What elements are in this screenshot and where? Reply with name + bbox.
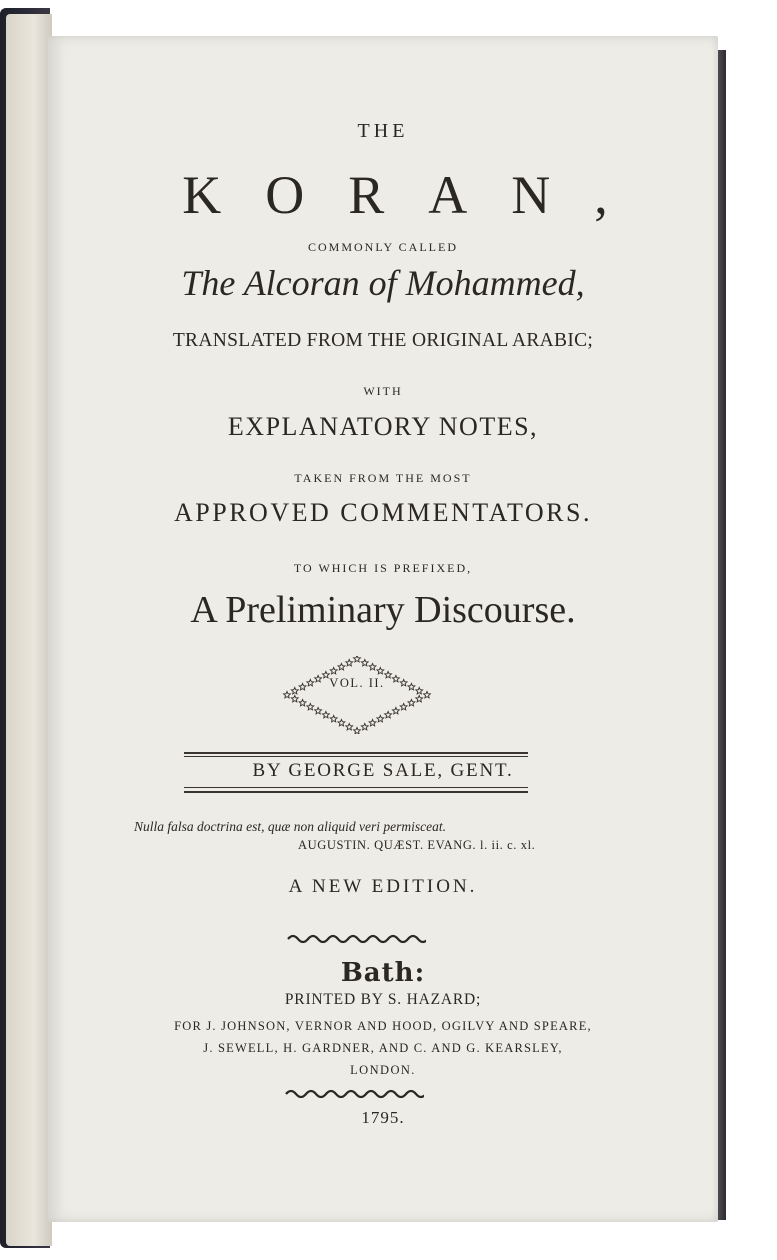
star-glyph bbox=[424, 691, 431, 698]
approved-commentators-heading: APPROVED COMMENTATORS. bbox=[174, 498, 592, 527]
title-the: THE bbox=[357, 120, 409, 142]
city-line: LONDON. bbox=[350, 1063, 416, 1077]
star-glyph bbox=[400, 703, 407, 710]
star-glyph bbox=[291, 695, 298, 702]
commonly-called-text: COMMONLY CALLED bbox=[307, 240, 459, 254]
booksellers-line-2: J. SEWELL, H. GARDNER, AND C. AND G. KEARSLEY, bbox=[203, 1041, 563, 1055]
bottom-rule bbox=[184, 791, 528, 793]
taken-from-text: TAKEN FROM THE MOST bbox=[294, 471, 472, 485]
star-glyph bbox=[338, 719, 345, 726]
title-page bbox=[48, 36, 718, 1222]
endpaper-edge bbox=[6, 14, 52, 1246]
star-diamond-ornament bbox=[282, 656, 432, 734]
star-glyph bbox=[416, 695, 423, 702]
wave-ornament-top bbox=[286, 933, 426, 945]
booksellers-line-1: FOR J. JOHNSON, VERNOR AND HOOD, OGILVY AND SPEARE, bbox=[174, 1019, 592, 1033]
preliminary-discourse-heading: A Preliminary Discourse. bbox=[190, 589, 576, 631]
star-glyph bbox=[354, 727, 361, 734]
star-glyph bbox=[346, 659, 353, 666]
star-glyph bbox=[346, 723, 353, 730]
prefixed-text: TO WHICH IS PREFIXED, bbox=[293, 561, 473, 575]
edition-line: A NEW EDITION. bbox=[288, 876, 478, 897]
star-glyph bbox=[361, 659, 368, 666]
translated-line: TRANSLATED FROM THE ORIGINAL ARABIC; bbox=[172, 330, 594, 351]
title-koran: KORAN, bbox=[182, 165, 652, 225]
star-glyph bbox=[315, 707, 322, 714]
star-glyph bbox=[385, 711, 392, 718]
with-text: WITH bbox=[363, 384, 403, 398]
latin-motto: Nulla falsa doctrina est, quæ non aliquid veri permisceat. bbox=[134, 819, 446, 834]
star-glyph bbox=[408, 699, 415, 706]
star-glyph bbox=[330, 715, 337, 722]
star-glyph bbox=[284, 691, 291, 698]
star-glyph bbox=[377, 667, 384, 674]
printer-line: PRINTED BY S. HAZARD; bbox=[284, 991, 482, 1008]
place-bath: Bath: bbox=[340, 958, 426, 988]
motto-source: AUGUSTIN. QUÆST. EVANG. l. ii. c. xl. bbox=[298, 838, 536, 852]
top-rule-thin bbox=[184, 756, 528, 757]
star-glyph bbox=[354, 656, 361, 662]
star-glyph bbox=[338, 663, 345, 670]
star-glyph bbox=[377, 715, 384, 722]
wave-ornament-bottom bbox=[284, 1088, 424, 1100]
star-glyph bbox=[322, 711, 329, 718]
volume-label: VOL. II. bbox=[329, 676, 385, 690]
author-line: BY GEORGE SALE, GENT. bbox=[252, 760, 514, 781]
bottom-rule-thin bbox=[184, 787, 528, 788]
star-glyph bbox=[392, 707, 399, 714]
star-glyph bbox=[361, 723, 368, 730]
top-rule bbox=[184, 752, 528, 754]
star-glyph bbox=[307, 703, 314, 710]
star-glyph bbox=[330, 667, 337, 674]
explanatory-notes-heading: EXPLANATORY NOTES, bbox=[227, 412, 539, 441]
star-glyph bbox=[369, 719, 376, 726]
alcoran-subtitle: The Alcoran of Mohammed, bbox=[181, 263, 585, 303]
star-glyph bbox=[299, 699, 306, 706]
star-glyph bbox=[369, 663, 376, 670]
publication-year: 1795. bbox=[361, 1108, 405, 1127]
